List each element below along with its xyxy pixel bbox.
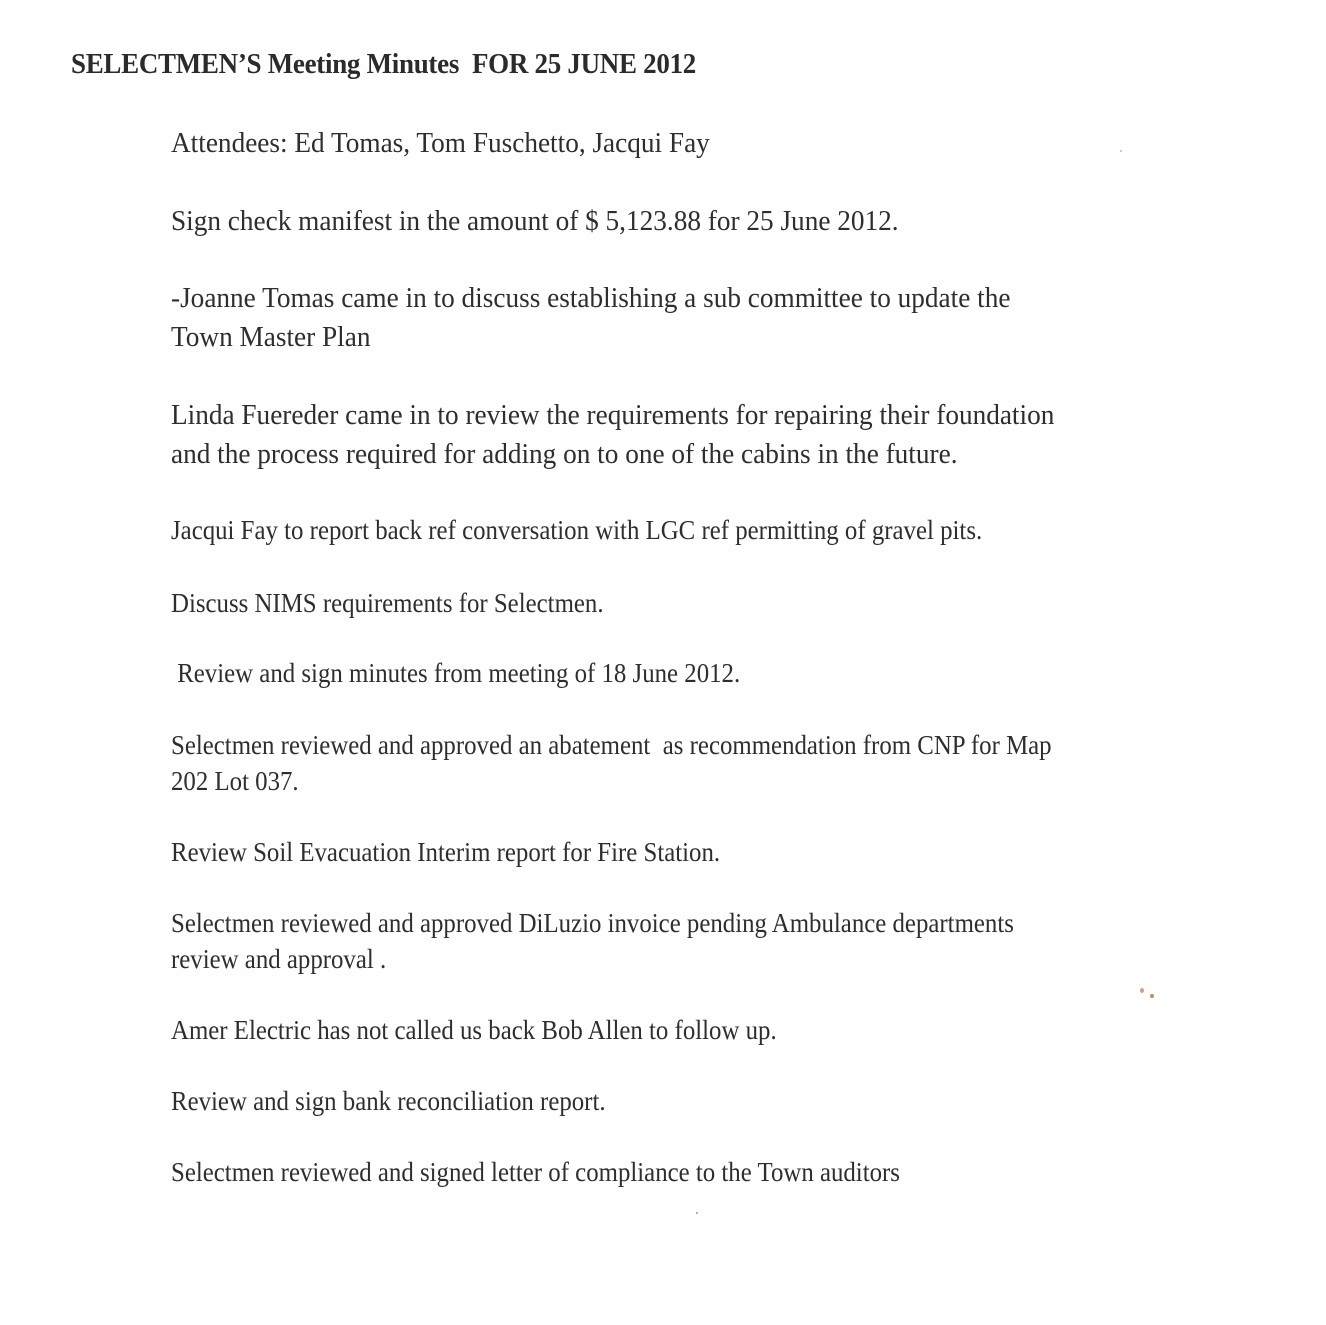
scan-speck [696,1212,698,1214]
soil-report-item: Review Soil Evacuation Interim report for Fire Station. [171,837,721,867]
scan-speck [1150,994,1154,998]
amer-electric-item: Amer Electric has not called us back Bob Allen to follow up. [171,1015,777,1045]
scan-speck [1140,988,1144,993]
attendees-line: Attendees: Ed Tomas, Tom Fuschetto, Jacqui Fay [171,127,710,159]
scan-speck [1120,150,1122,152]
review-minutes-item: Review and sign minutes from meeting of 18 June 2012. [171,658,741,688]
foundation-item: Linda Fuereder came in to review the requirements for repairing their foundation and the process required for adding on to one of the cabins in the future. [171,399,1055,470]
bank-reconciliation-item: Review and sign bank reconciliation report. [171,1086,606,1116]
check-manifest-item: Sign check manifest in the amount of $ 5,123.88 for 25 June 2012. [171,205,899,237]
compliance-letter-item: Selectmen reviewed and signed letter of compliance to the Town auditors [171,1157,900,1187]
nims-item: Discuss NIMS requirements for Selectmen. [171,588,604,618]
gravel-pits-item: Jacqui Fay to report back ref conversation with LGC ref permitting of gravel pits. [171,515,983,545]
diluzio-invoice-item: Selectmen reviewed and approved DiLuzio invoice pending Ambulance departments review and approval . [171,908,1014,974]
abatement-item: Selectmen reviewed and approved an abatement as recommendation from CNP for Map 202 Lot 037. [171,730,1052,796]
master-plan-item: -Joanne Tomas came in to discuss establishing a sub committee to update the Town Master Plan [171,282,1011,353]
document-title: SELECTMEN’S Meeting Minutes FOR 25 JUNE 2012 [71,48,697,80]
